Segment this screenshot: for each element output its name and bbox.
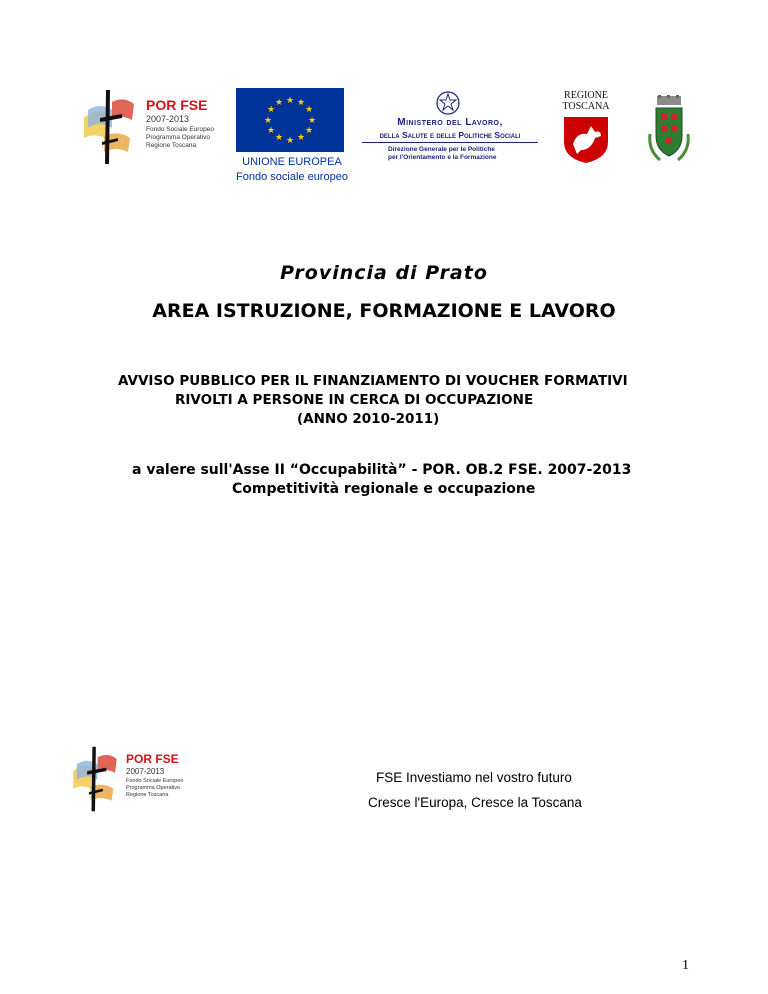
notice-line-1: AVVISO PUBBLICO PER IL FINANZIAMENTO DI VOUCHER FORMATIVI [118, 373, 628, 389]
ministero-line4: per l'Orientamento e la Formazione [388, 154, 497, 161]
por-fse-years: 2007-2013 [146, 114, 190, 124]
footer-por-fse-years: 2007-2013 [126, 767, 165, 776]
footer-por-fse-line2: Programma Operativo [126, 785, 181, 791]
regione-line2: TOSCANA [562, 101, 610, 112]
por-fse-line1: Fondo Sociale Europeo [146, 126, 214, 133]
por-fse-title: POR FSE [146, 97, 208, 113]
por-fse-line2: Programma Operativo [146, 134, 210, 141]
footer-por-fse-line1: Fondo Sociale Europeo [126, 778, 184, 784]
pegasus-shield-icon [561, 114, 611, 164]
svg-text:★: ★ [304, 105, 314, 115]
svg-text:★: ★ [307, 116, 317, 126]
footer-por-fse-title: POR FSE [126, 752, 179, 766]
footer-slogan-1: FSE Investiamo nel vostro futuro [376, 770, 572, 785]
footer-por-fse-line3: Regione Toscana [126, 792, 169, 798]
por-fse-line3: Regione Toscana [146, 142, 197, 149]
eu-flag-icon [236, 88, 344, 152]
svg-text:★: ★ [266, 126, 276, 136]
svg-text:★: ★ [296, 133, 306, 143]
notice-line-3: (ANNO 2010-2011) [297, 411, 440, 427]
axis-line-2: Competitività regionale e occupazione [232, 481, 536, 497]
page-number: 1 [682, 958, 689, 973]
svg-text:★: ★ [274, 133, 284, 143]
footer-por-fse-logo [68, 745, 198, 813]
svg-text:★: ★ [285, 136, 295, 146]
svg-text:★: ★ [263, 116, 273, 126]
svg-text:★: ★ [296, 98, 306, 108]
svg-text:★: ★ [274, 98, 284, 108]
por-fse-emblem-icon [68, 745, 122, 813]
ministero-line1: Ministero del Lavoro, [397, 117, 503, 128]
ministero-line2: della Salute e delle Politiche Sociali [379, 130, 521, 140]
svg-text:★: ★ [304, 126, 314, 136]
axis-line-1: a valere sull'Asse II “Occupabilità” - POR. OB.2 FSE. 2007-2013 [132, 462, 632, 478]
regione-line1: REGIONE [564, 90, 608, 101]
ministero-line3: Direzione Generale per le Politiche [388, 146, 495, 153]
ministero-divider [362, 142, 538, 143]
regione-toscana-logo [551, 90, 621, 170]
por-fse-logo [78, 88, 218, 166]
svg-text:★: ★ [266, 105, 276, 115]
por-fse-emblem-icon [78, 88, 140, 166]
notice-line-2: RIVOLTI A PERSONE IN CERCA DI OCCUPAZIONE [175, 392, 534, 408]
eu-line1: UNIONE EUROPEA [242, 156, 342, 168]
svg-text:★: ★ [285, 96, 295, 106]
document-subtitle: AREA ISTRUZIONE, FORMAZIONE E LAVORO [152, 300, 616, 322]
coat-of-arms-icon [646, 94, 692, 166]
eu-logo [228, 88, 356, 188]
footer-slogan-2: Cresce l'Europa, Cresce la Toscana [368, 795, 582, 810]
italian-emblem-icon [435, 90, 461, 116]
ministero-logo [362, 90, 538, 170]
eu-line2: Fondo sociale europeo [236, 171, 348, 183]
document-title: Provincia di Prato [280, 262, 488, 284]
provincia-coat-of-arms [646, 94, 692, 166]
